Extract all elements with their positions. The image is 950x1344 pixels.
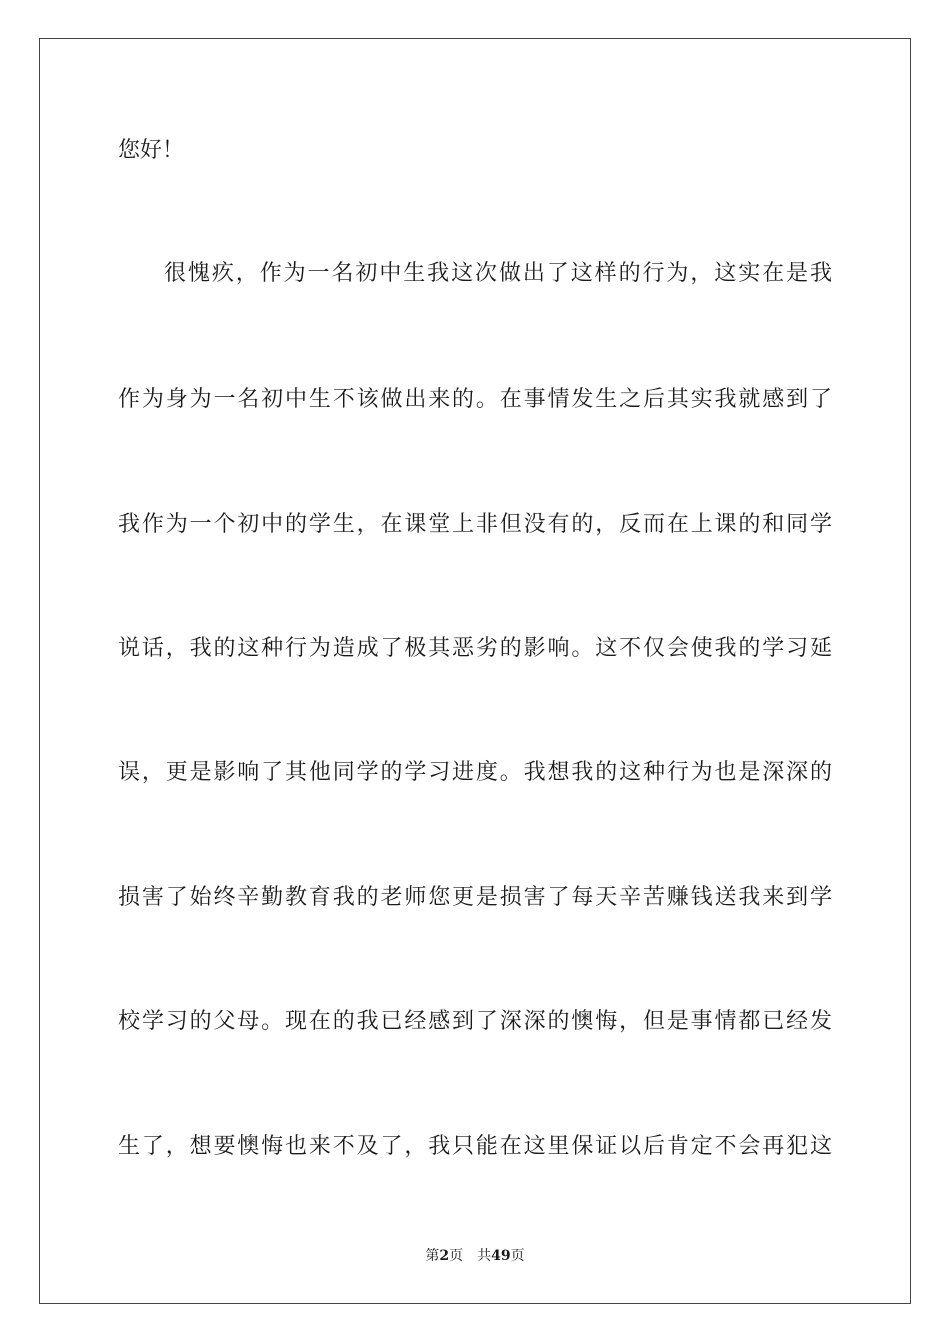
- body-line-7: 校学习的父母。现在的我已经感到了深深的懊悔，但是事情都已经发: [118, 1009, 832, 1034]
- body-line-6: 损害了始终辛勤教育我的老师您更是损害了每天辛苦赚钱送我来到学: [118, 885, 832, 910]
- footer-total-prefix: 共: [477, 1248, 492, 1264]
- body-line-2: 作为身为一名初中生不该做出来的。在事情发生之后其实我就感到了: [118, 387, 832, 412]
- salutation: 您好！: [118, 138, 185, 163]
- page-footer: [0, 1246, 950, 1266]
- body-line-5: 误，更是影响了其他同学的学习进度。我想我的这种行为也是深深的: [118, 760, 832, 785]
- footer-page-suffix: 页: [449, 1248, 464, 1264]
- body-line-1: 很愧疚，作为一名初中生我这次做出了这样的行为，这实在是我: [164, 261, 832, 286]
- body-line-8: 生了，想要懊悔也来不及了，我只能在这里保证以后肯定不会再犯这: [118, 1134, 832, 1159]
- body-line-3: 我作为一个初中的学生，在课堂上非但没有的，反而在上课的和同学: [118, 512, 832, 537]
- page-frame: [39, 38, 911, 1304]
- body-line-4: 说话，我的这种行为造成了极其恶劣的影响。这不仅会使我的学习延: [118, 636, 832, 661]
- total-pages-number: 49: [491, 1248, 511, 1264]
- footer-total-suffix: 页: [510, 1248, 525, 1264]
- footer-prefix: 第: [425, 1248, 440, 1264]
- current-page-number: 2: [439, 1248, 450, 1264]
